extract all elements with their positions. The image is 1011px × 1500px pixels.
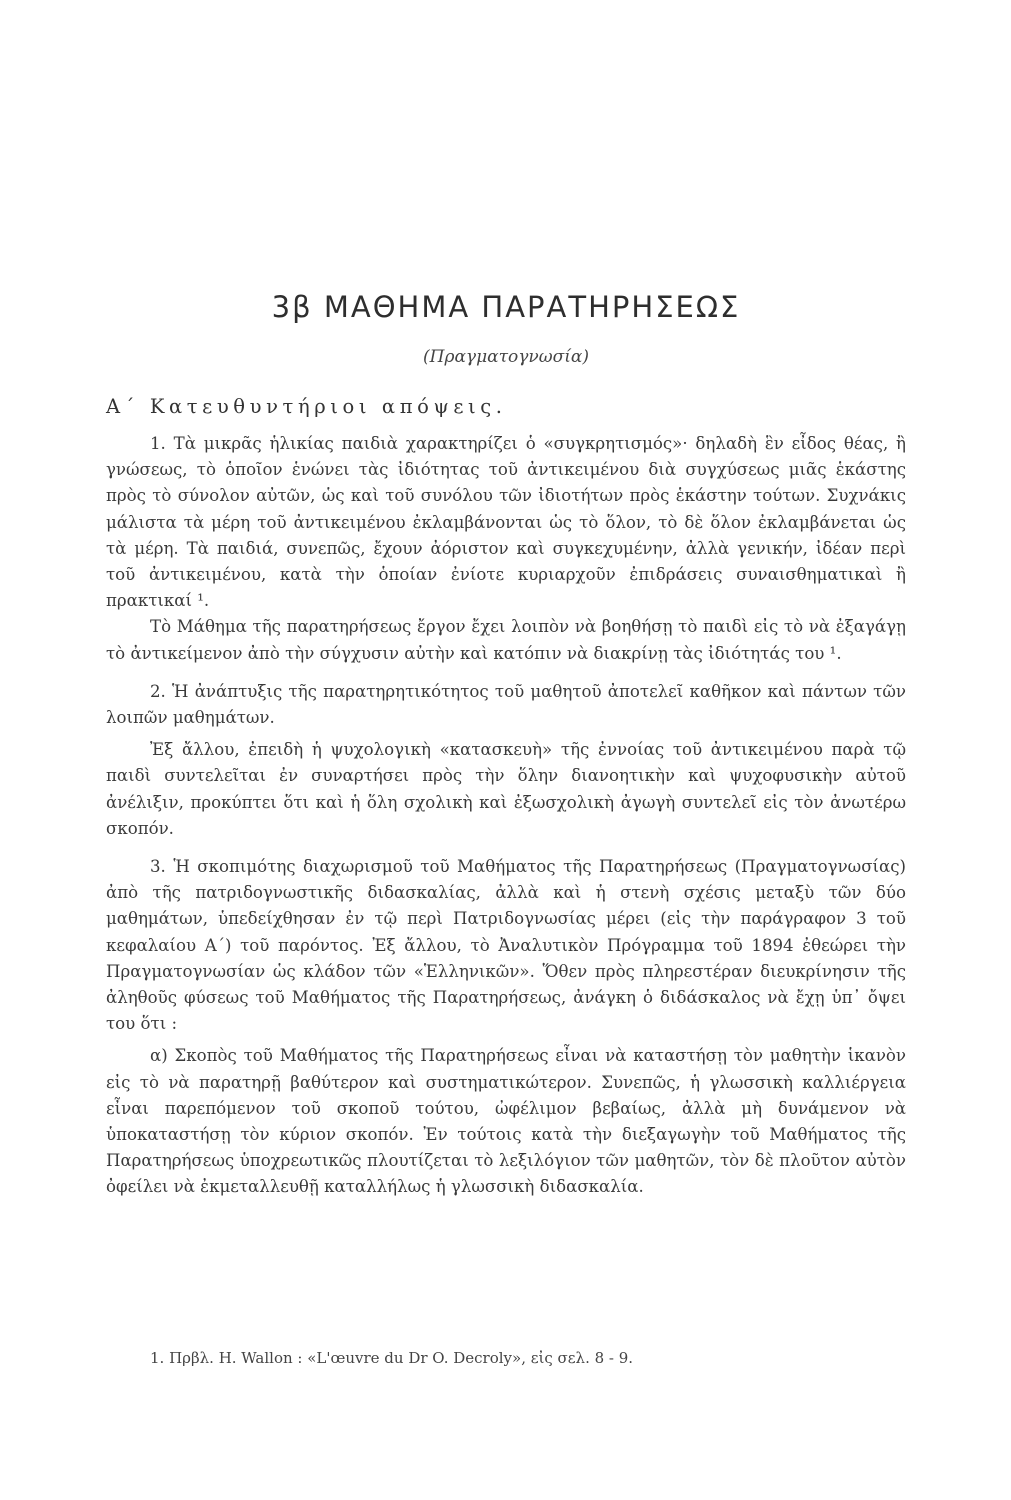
paragraph: 3. Ἡ σκοπιμότης διαχωρισμοῦ τοῦ Μαθήματος τῆς Παρατηρήσεως (Πραγματογνωσίας) ἀπὸ τῆς πατριδογνωστικῆς διδασκαλίας, ἀλλὰ καὶ ἡ στενὴ σχέσις μεταξὺ τῶν δύο μαθημάτων, ὑπεδείχθησαν ἐν τῷ περὶ Πατριδογνωσίας μέρει (εἰς τὴν παράγραφον 3 τοῦ κεφαλαίου Α΄) τοῦ παρόντος. Ἐξ ἄλλου, τὸ Ἀναλυτικὸν Πρόγραμμα τοῦ 1894 ἐθεώρει τὴν Πραγματογνωσίαν ὡς κλάδον τῶν «Ἑλληνικῶν». Ὅθεν πρὸς πληρεστέραν διευκρίνησιν τῆς ἀληθοῦς φύσεως τοῦ Μαθήματος τῆς Παρατηρήσεως, ἀνάγκη ὁ διδάσκαλος νὰ ἔχῃ ὑπ᾽ ὄψει του ὅτι :	[106, 857, 906, 1034]
footnote: 1. Πρβλ. H. Wallon : «L'œuvre du Dr O. Decroly», εἰς σελ. 8 - 9.	[150, 1349, 634, 1367]
paragraph: α) Σκοπὸς τοῦ Μαθήματος τῆς Παρατηρήσεως εἶναι νὰ καταστήσῃ τὸν μαθητὴν ἱκανὸν εἰς τὸ νὰ παρατηρῇ βαθύτερον καὶ συστηματικώτερον. Συνεπῶς, ἡ γλωσσικὴ καλλιέργεια εἶναι παρεπόμενον τοῦ σκοποῦ τούτου, ὠφέλιμον βεβαίως, ἀλλὰ μὴ δυνάμενον νὰ ὑποκαταστήσῃ τὸν κύριον σκοπόν. Ἐν τούτοις κατὰ τὴν διεξαγωγὴν τοῦ Μαθήματος τῆς Παρατηρήσεως ὑποχρεωτικῶς πλουτίζεται τὸ λεξιλόγιον τῶν μαθητῶν, τὸν δὲ πλοῦτον αὐτὸν ὀφείλει νὰ ἐκμεταλλευθῇ καταλλήλως ἡ γλωσσικὴ διδασκαλία.	[106, 1046, 906, 1197]
paragraph: Ἐξ ἄλλου, ἐπειδὴ ἡ ψυχολογικὴ «κατασκευὴ» τῆς ἐννοίας τοῦ ἀντικειμένου παρὰ τῷ παιδὶ συντελεῖται ἐν συναρτήσει πρὸς τὴν ὅλην διανοητικὴν καὶ ψυχοφυσικὴν αὐτοῦ ἀνέλιξιν, προκύπτει ὅτι καὶ ἡ ὅλη σχολικὴ καὶ ἐξωσχολικὴ ἀγωγὴ συντελεῖ εἰς τὸν ἀνωτέρω σκοπόν.	[106, 740, 906, 838]
paragraph: Τὸ Μάθημα τῆς παρατηρήσεως ἔργον ἔχει λοιπὸν νὰ βοηθήσῃ τὸ παιδὶ εἰς τὸ νὰ ἐξαγάγῃ τὸ ἀντικείμενον ἀπὸ τὴν σύγχυσιν αὐτὴν καὶ κατόπιν νὰ διακρίνῃ τὰς ἰδιότητάς του ¹.	[106, 617, 906, 663]
chapter-subtitle: (Πραγματογνωσία)	[423, 347, 589, 367]
paragraph: 2. Ἡ ἀνάπτυξις τῆς παρατηρητικότητος τοῦ μαθητοῦ ἀποτελεῖ καθῆκον καὶ πάντων τῶν λοιπῶν μαθημάτων.	[106, 681, 906, 728]
paragraph: 1. Τὰ μικρᾶς ἡλικίας παιδιὰ χαρακτηρίζει ὁ «συγκρητισμός»· δηλαδὴ ἓν εἶδος θέας, ἢ γνώσεως, τὸ ὁποῖον ἑνώνει τὰς ἰδιότητας τοῦ ἀντικειμένου διὰ συγχύσεως μιᾶς ἑκάστης πρὸς τὸ σύνολον αὐτῶν, ὡς καὶ τοῦ συνόλου τῶν ἰδιοτήτων πρὸς ἑκάστην τούτων. Συχνάκις μάλιστα τὰ μέρη τοῦ ἀντικειμένου ἐκλαμβάνονται ὡς τὸ ὅλον, τὸ δὲ ὅλον ἐκλαμβάνεται ὡς τὰ μέρη. Τὰ παιδιά, συνεπῶς, ἔχουν ἀόριστον καὶ συγκεχυμένην, ἀλλὰ γενικήν, ἰδέαν περὶ τοῦ ἀντικειμένου, κατὰ τὴν ὁποίαν ἐνίοτε κυριαρχοῦν ἐπιδράσεις συναισθηματικαὶ ἢ πρακτικαί ¹.	[106, 434, 906, 611]
chapter-title: 3β ΜΑΘΗΜΑ ΠΑΡΑΤΗΡΗΣΕΩΣ	[271, 290, 741, 324]
body-text	[106, 431, 906, 1201]
section-heading: Α΄ Κατευθυντήριοι απόψεις.	[106, 395, 507, 418]
